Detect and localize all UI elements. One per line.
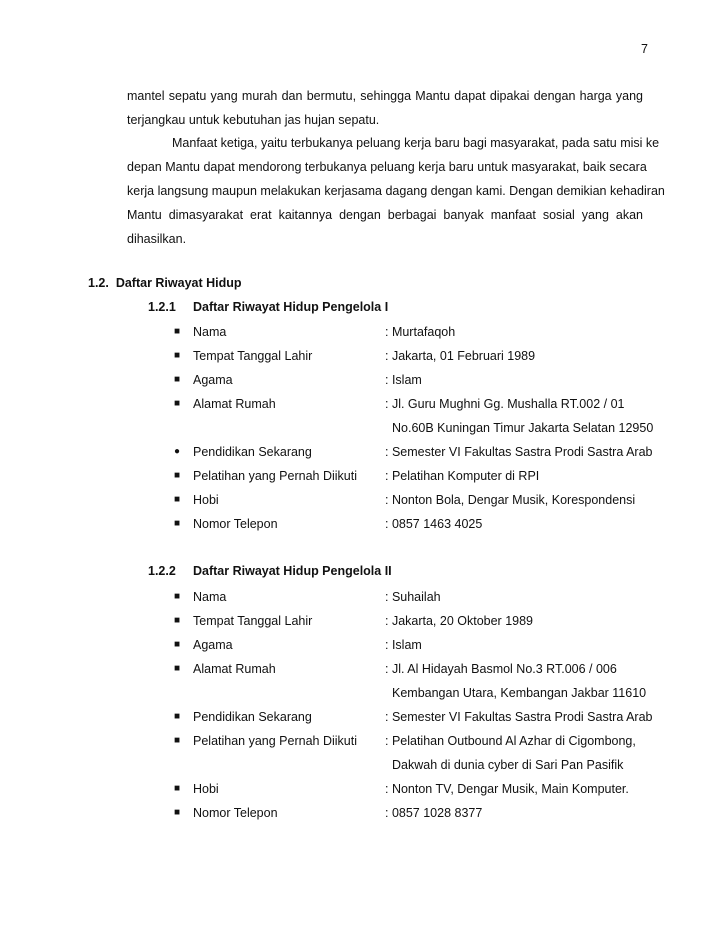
- bullet-icon: ■: [173, 470, 181, 481]
- bullet-icon: ■: [173, 663, 181, 674]
- info-label: Nama: [193, 325, 227, 339]
- page-number: 7: [641, 42, 648, 56]
- bullet-icon: ■: [173, 350, 181, 361]
- info-value: : 0857 1028 8377: [385, 806, 483, 820]
- info-label: Pendidikan Sekarang: [193, 710, 312, 724]
- info-row: [0, 660, 728, 678]
- info-label: Tempat Tanggal Lahir: [193, 349, 313, 363]
- info-label: Agama: [193, 373, 233, 387]
- info-value-continuation: Dakwah di dunia cyber di Sari Pan Pasifik: [392, 758, 624, 772]
- info-row-continuation: [0, 419, 728, 437]
- bullet-icon: ■: [173, 807, 181, 818]
- info-row: [0, 491, 728, 509]
- info-value: : Pelatihan Komputer di RPI: [385, 469, 540, 483]
- info-row: [0, 804, 728, 822]
- info-value-continuation: No.60B Kuningan Timur Jakarta Selatan 12950: [392, 421, 654, 435]
- info-value: : Islam: [385, 638, 422, 652]
- bullet-icon: ■: [173, 735, 181, 746]
- info-row-continuation: [0, 756, 728, 774]
- info-value: : Jakarta, 01 Februari 1989: [385, 349, 536, 363]
- intro-line: depan Mantu dapat mendorong terbukanya peluang kerja baru untuk masyarakat, baik secara: [127, 160, 647, 174]
- info-row: [0, 515, 728, 533]
- bullet-icon: ■: [173, 518, 181, 529]
- intro-line: Mantu dimasyarakat erat kaitannya dengan berbagai banyak manfaat sosial yang akan: [127, 208, 643, 222]
- subsection-title: Daftar Riwayat Hidup Pengelola I: [193, 300, 389, 314]
- info-row: [0, 780, 728, 798]
- info-value: : Jl. Guru Mughni Gg. Mushalla RT.002 / 01: [385, 397, 625, 411]
- info-value: : Jl. Al Hidayah Basmol No.3 RT.006 / 006: [385, 662, 617, 676]
- bullet-icon: ■: [173, 591, 181, 602]
- section-heading: [88, 276, 242, 290]
- info-value: : Nonton TV, Dengar Musik, Main Komputer.: [385, 782, 629, 796]
- bullet-icon: ■: [173, 639, 181, 650]
- info-row: [0, 371, 728, 389]
- bullet-icon: ■: [173, 615, 181, 626]
- info-row: [0, 732, 728, 750]
- bullet-icon: ■: [173, 326, 181, 337]
- info-label: Pelatihan yang Pernah Diikuti: [193, 734, 357, 748]
- section-title: Daftar Riwayat Hidup: [115, 276, 242, 290]
- info-value: : Semester VI Fakultas Sastra Prodi Sastra Arab: [385, 710, 653, 724]
- info-value: : Nonton Bola, Dengar Musik, Korespondensi: [385, 493, 636, 507]
- info-label: Pendidikan Sekarang: [193, 445, 312, 459]
- info-label: Tempat Tanggal Lahir: [193, 614, 313, 628]
- intro-line: kerja langsung maupun melakukan kerjasama dagang dengan kami. Dengan demikian kehadiran: [127, 184, 665, 198]
- bullet-icon: ●: [173, 446, 181, 457]
- info-value: : Suhailah: [385, 590, 441, 604]
- info-label: Hobi: [193, 493, 219, 507]
- info-row: [0, 347, 728, 365]
- bullet-icon: ■: [173, 711, 181, 722]
- info-row: [0, 323, 728, 341]
- info-row: [0, 395, 728, 413]
- info-row: [0, 588, 728, 606]
- info-row: [0, 612, 728, 630]
- info-row-continuation: [0, 684, 728, 702]
- intro-line: Manfaat ketiga, yaitu terbukanya peluang kerja baru bagi masyarakat, pada satu misi ke: [172, 136, 660, 150]
- intro-line: mantel sepatu yang murah dan bermutu, sehingga Mantu dapat dipakai dengan harga yang: [127, 89, 643, 103]
- info-row: [0, 636, 728, 654]
- intro-line: terjangkau untuk kebutuhan jas hujan sepatu.: [127, 113, 380, 127]
- info-row: [0, 708, 728, 726]
- info-value: : Murtafaqoh: [385, 325, 456, 339]
- info-row: [0, 443, 728, 461]
- info-row: [0, 467, 728, 485]
- info-value: : Islam: [385, 373, 422, 387]
- info-value-continuation: Kembangan Utara, Kembangan Jakbar 11610: [392, 686, 647, 700]
- info-label: Nama: [193, 590, 227, 604]
- info-label: Agama: [193, 638, 233, 652]
- info-label: Nomor Telepon: [193, 517, 278, 531]
- subsection-number: 1.2.2: [148, 564, 176, 578]
- bullet-icon: ■: [173, 783, 181, 794]
- bullet-icon: ■: [173, 494, 181, 505]
- info-label: Pelatihan yang Pernah Diikuti: [193, 469, 357, 483]
- info-label: Hobi: [193, 782, 219, 796]
- info-value: : Semester VI Fakultas Sastra Prodi Sastra Arab: [385, 445, 653, 459]
- section-number: 1.2.: [88, 276, 109, 290]
- info-label: Alamat Rumah: [193, 397, 276, 411]
- info-label: Alamat Rumah: [193, 662, 276, 676]
- subsection-number: 1.2.1: [148, 300, 176, 314]
- bullet-icon: ■: [173, 398, 181, 409]
- info-value: : 0857 1463 4025: [385, 517, 483, 531]
- subsection-title: Daftar Riwayat Hidup Pengelola II: [193, 564, 392, 578]
- bullet-icon: ■: [173, 374, 181, 385]
- info-label: Nomor Telepon: [193, 806, 278, 820]
- info-value: : Pelatihan Outbound Al Azhar di Cigombong,: [385, 734, 636, 748]
- info-value: : Jakarta, 20 Oktober 1989: [385, 614, 534, 628]
- intro-line: dihasilkan.: [127, 232, 187, 246]
